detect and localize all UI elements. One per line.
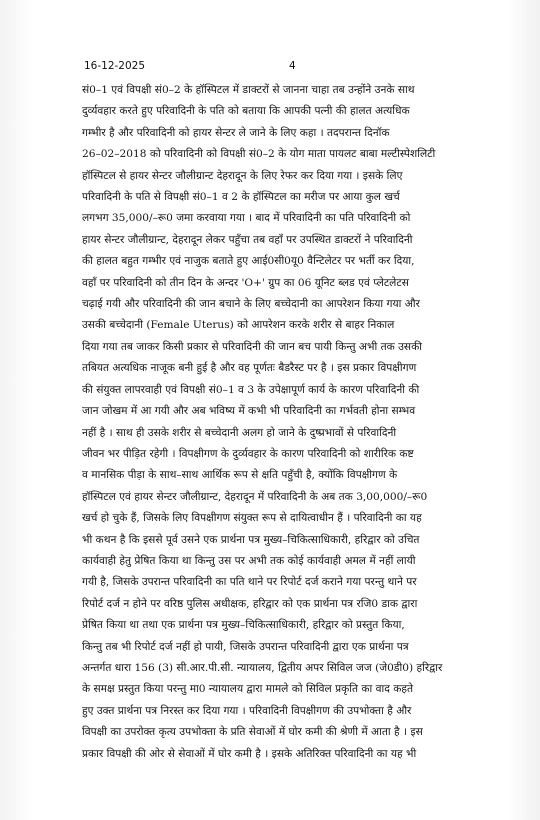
body-text-line: उसकी बच्चेदानी (Female Uterus) को आपरेशन करके शरीर से बाहर निकाल [82,319,395,332]
body-text-line: हायर सेन्टर जौलीग्रान्ट, देहरादून लेकर पहुँचा तब वहाँ पर उपस्थित डाक्टरों ने परिवादिनी [82,233,413,246]
body-text-line: हुए उक्त प्रार्थना पत्र निरस्त कर दिया गया । परिवादिनी विपक्षीगण की उपभोक्ता है और [82,704,412,717]
body-text-line: किन्तु तब भी रिपोर्ट दर्ज नहीं हो पायी, जिसके उपरान्त परिवादिनी द्वारा एक प्रार्थना पत्र [82,640,409,653]
document-date: 16-12-2025 [84,60,146,72]
body-text-line: प्रेषित किया था तथा एक प्रार्थना पत्र मुख्य–चिकित्साधिकारी, हरिद्वार को प्रस्तुत किया, [82,619,405,632]
body-text-line: सं0–1 एवं विपक्षी सं0–2 के हॉस्पिटल में डाक्टरों से जानना चाहा तब उन्होंने उनके साथ [82,84,415,96]
body-text-line: की संयुक्त लापरवाही एवं विपक्षी सं0–1 व 3 के उपेक्षापूर्ण कार्य के कारण परिवादिनी की [82,383,420,396]
body-text-line: विपक्षी का उपरोक्त कृत्य उपभोक्ता के प्रति सेवाओं में घोर कमी की श्रेणी में आता है । इस [82,726,423,739]
body-text-line: 26–02–2018 को परिवादिनी को विपक्षी सं0–2 के योग माता पायलट बाबा मल्टीस्पेशलिटी [82,148,436,161]
body-text-line: के समक्ष प्रस्तुत किया परन्तु मा0 न्यायालय द्वारा मामले को सिविल प्रकृति का वाद कहते [82,683,414,696]
body-text-line: व मानसिक पीड़ा के साथ–साथ आर्थिक रूप से क्षति पहुँची है, क्योंकि विपक्षीगण के [82,469,398,482]
body-text-line: तबियत अत्यधिक नाजूक बनी हुई है और वह पूर्णतः बैडरैस्ट पर है । इस प्रकार विपक्षीगण [82,362,417,375]
body-text-line: खर्च हो चुके हैं, जिसके लिए विपक्षीगण संयुक्त रूप से दायित्वाधीन हैं । परिवादिनी का यह [82,512,422,525]
body-text-line: कार्यवाही हेतु प्रेषित किया था किन्तु उस पर अभी तक कोई कार्यवाही अमल में नहीं लायी [82,554,416,567]
body-text-line: जीवन भर पीड़ित रहेगी । विपक्षीगण के दुर्व्यवहार के कारण परिवादिनी को शारीरिक कष्ट [82,447,414,460]
body-text-line: की हालत बहुत गम्भीर एवं नाजुक बताते हुए आई0सी0यू0 वैन्टिलेटर पर भर्ती कर दिया, [82,255,415,268]
body-text-line: परिवादिनी के पति से विपक्षी सं0–1 व 2 के हॉस्पिटल का मरीज पर आया कुल खर्च [82,191,400,204]
page-number: 4 [289,60,296,72]
body-text-line: रिपोर्ट दर्ज न होने पर वरिष्ठ पुलिस अधीक्षक, हरिद्वार को एक प्रार्थना पत्र रजि0 डाक द्वारा [82,597,418,610]
body-text-line: गयी है, जिसके उपरान्त परिवादिनी का पति थाने पर रिपोर्ट दर्ज कराने गया परन्तु थाने पर [82,576,417,589]
body-text-line: दिया गया तब जाकर किसी प्रकार से परिवादिनी की जान बच पायी किन्तु अभी तक उसकी [82,340,422,353]
body-text-line: प्रकार विपक्षी की ओर से सेवाओं में घोर कमी है । इसके अतिरिक्त परिवादिनी का यह भी [82,747,417,760]
body-text-line: अन्तर्गत धारा 156 (3) सी.आर.पी.सी. न्यायालय, द्वितीय अपर सिविल जज (जे0डी0) हरिद्वार [82,661,443,674]
body-text-line: गम्भीर है और परिवादिनी को हायर सेन्टर ले जाने के लिए कहा । तदपरान्त दिनॉक [82,126,390,139]
body-text-line: नहीं है । साथ ही उसके शरीर से बच्चेदानी अलग हो जाने के दुष्प्रभावों से परिवादिनी [82,426,397,439]
document-body [82,80,470,765]
body-text-line: वहाँ पर परिवादिनी को तीन दिन के अन्दर 'O+' ग्रुप का 06 यूनिट ब्लड एवं प्लेटलेटस [82,276,409,289]
body-text-line: भी कथन है कि इससे पूर्व उसने एक प्रार्थना पत्र मुख्य–चिकित्साधिकारी, हरिद्वार को उचित [82,533,420,546]
body-text-line: हॉस्पिटल एवं हायर सेन्टर जौलीग्रान्ट, देहरादून में परिवादिनी के अब तक 3,00,000/–रू0 [82,490,428,503]
body-text-line: दुर्व्यवहार करते हुए परिवादिनी के पति को बताया कि आपकी पत्नी की हालत अत्यधिक [82,105,410,118]
body-text-line: चढ़ाई गयी और परिवादिनी की जान बचाने के लिए बच्चेदानी का आपरेशन किया गया और [82,298,420,311]
body-text-line: जान जोखम में आ गयी और अब भविष्य में कभी भी परिवादिनी का गर्भवती होना सम्भव [82,405,416,418]
body-text-line: हॉस्पिटल से हायर सेन्टर जौलीग्रान्ट देहरादून के लिए रेफर कर दिया गया । इसके लिए [82,169,403,182]
body-text-line: लगभग 35,000/–रू0 जमा करवाया गया । बाद में परिवादिनी का पति परिवादिनी को [82,212,411,225]
